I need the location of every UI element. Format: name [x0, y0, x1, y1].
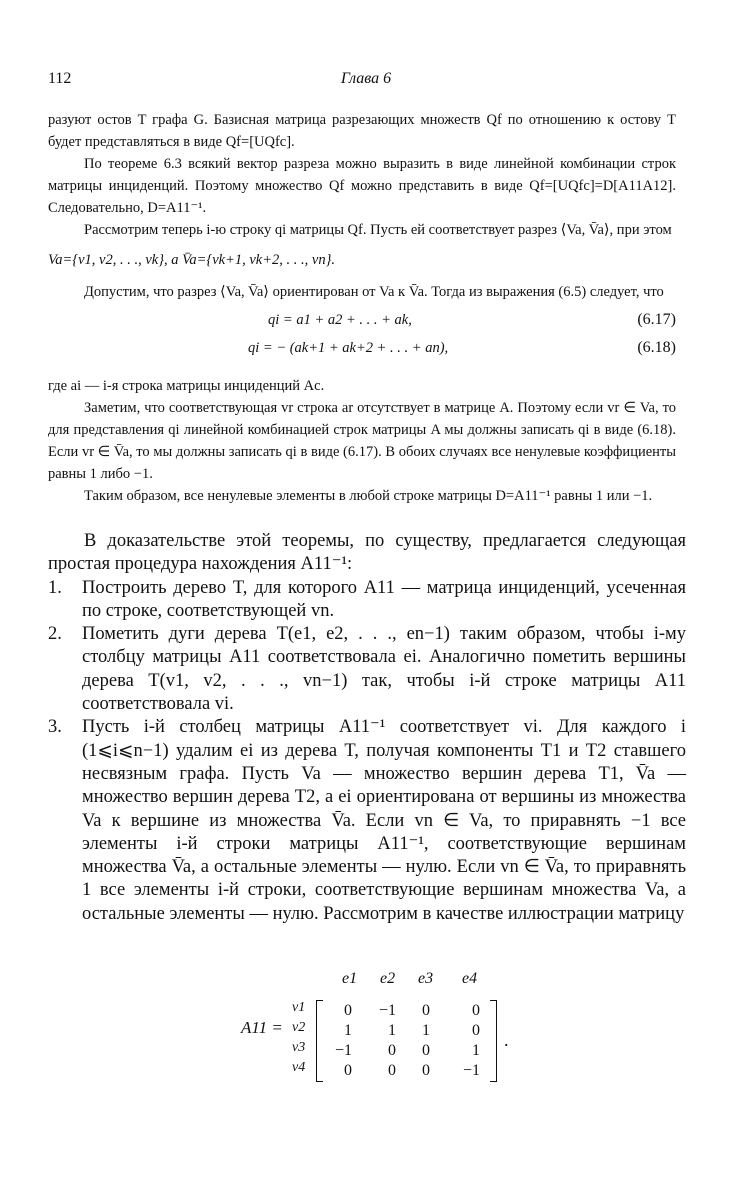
row-label: v3	[292, 1040, 306, 1055]
matrix-cell: 0	[344, 1002, 352, 1019]
matrix-cell: −1	[334, 1042, 352, 1059]
paragraph-6: где ai — i-я строка матрицы инциденций Ac.	[48, 378, 325, 394]
step-marker: 3.	[48, 717, 62, 738]
procedure-step-2	[48, 623, 686, 716]
matrix-cell: 0	[344, 1062, 352, 1079]
step-text: Пометить дуги дерева T(e1, e2, . . ., en−1) таким образом, чтобы i-му столбцу матрицы A11 соответствовала ei. Аналогично пометить вершины дерева T(v1, v2, . . ., vn−1) так, чтобы i-й строке матрицы A11 соответствовала vi.	[82, 624, 686, 715]
matrix-cell: 1	[388, 1022, 396, 1039]
matrix-cell: 0	[422, 1002, 430, 1019]
paragraph-2: По теореме 6.3 всякий вектор разреза можно выразить в виде линейной комбинации строк матрицы инциденций. Поэтому множество Qf можно представить в виде Qf=[UQfc]=D[A11A12]. Следовательно, D=A11⁻¹.	[48, 156, 676, 216]
column-header: e3	[418, 970, 434, 987]
matrix-cell: −1	[378, 1002, 396, 1019]
paragraph-7: Заметим, что соответствующая vr строка ar отсутствует в матрице A. Поэтому если vr ∈ Va, то для представления qi линейной комбинацией строк матрицы A мы должны записать qi в виде (6.18). Если vr ∈ V̄a, то мы должны записать qi в виде (6.17). В обоих случаях все ненулевые коэффициенты равны 1 либо −1.	[48, 400, 676, 482]
equation-6-17	[48, 309, 676, 331]
matrix-cell: 1	[472, 1042, 480, 1059]
incidence-matrix	[236, 970, 516, 1090]
paragraph-1: разуют остов T графа G. Базисная матрица разрезающих множеств Qf по отношению к остову T будет представляться в виде Qf=[UQfc].	[48, 112, 676, 150]
row-label: v2	[292, 1020, 306, 1035]
column-header: e2	[380, 970, 396, 987]
column-header: e1	[342, 970, 358, 987]
matrix-cell: 0	[422, 1042, 430, 1059]
small-text-block	[48, 109, 676, 507]
matrix-cell: 1	[344, 1022, 352, 1039]
matrix-cell: 0	[422, 1062, 430, 1079]
equation-formula: qi = − (ak+1 + ak+2 + . . . + an),	[248, 340, 449, 356]
step-text: Построить дерево T, для которого A11 — матрица инциденций, усеченная по строке, соответствующей vn.	[82, 577, 686, 621]
step-text: Пусть i-й столбец матрицы A11⁻¹ соответствует vi. Для каждого i (1⩽i⩽n−1) удалим ei из дерева T, получая компоненты T1 и T2 ставшего несвязным графа. Пусть Va — множество вершин дерева T1, V̄a — множество вершин дерева T2, а ei ориентирована от вершины из множества Va к вершине из множества V̄a. Если vn ∈ Va, то приравнять −1 все элементы i-й строки матрицы A11⁻¹, соответствующие вершинам множества V̄a, а остальные элементы — нулю. Если vn ∈ V̄a, то приравнять 1 все элементы i-й строки, соответствующие вершинам множества Va, а остальные элементы — нулю. Рассмотрим в качестве иллюстрации матрицу	[82, 717, 686, 924]
matrix-cell: 0	[472, 1022, 480, 1039]
large-text-block	[48, 530, 686, 926]
equation-formula: qi = a1 + a2 + . . . + ak,	[268, 312, 412, 328]
procedure-step-1	[48, 577, 686, 624]
equation-number: (6.17)	[637, 311, 676, 328]
right-bracket	[490, 1000, 497, 1082]
page-header	[48, 70, 684, 90]
paragraph-8: Таким образом, все ненулевые элементы в любой строке матрицы D=A11⁻¹ равны 1 или −1.	[84, 488, 653, 504]
chapter-title: Глава 6	[340, 70, 392, 87]
matrix-cell: 0	[472, 1002, 480, 1019]
column-header: e4	[462, 970, 478, 987]
paragraph-5: Допустим, что разрез ⟨Va, V̄a⟩ ориентирован от Va к V̄a. Тогда из выражения (6.5) следует, что	[84, 284, 664, 300]
equation-number: (6.18)	[637, 339, 676, 356]
paragraph-4: Va={v1, v2, . . ., vk}, а V̄a={vk+1, vk+2, . . ., vn}.	[48, 252, 336, 268]
procedure-intro: В доказательстве этой теоремы, по существу, предлагается следующая простая процедура нахождения A11⁻¹:	[48, 531, 686, 575]
matrix-cell: −1	[462, 1062, 480, 1079]
step-marker: 1.	[48, 577, 62, 598]
row-label: v4	[292, 1060, 306, 1075]
matrix-cell: 1	[422, 1022, 430, 1039]
matrix-end-mark: .	[504, 1030, 509, 1050]
paragraph-3: Рассмотрим теперь i-ю строку qi матрицы Qf. Пусть ей соответствует разрез ⟨Va, V̄a⟩, при этом	[84, 222, 672, 238]
matrix-cell: 0	[388, 1062, 396, 1079]
step-marker: 2.	[48, 624, 62, 645]
row-label: v1	[292, 1000, 306, 1015]
matrix-cell: 0	[388, 1042, 396, 1059]
equation-6-18	[48, 337, 676, 359]
page-number: 112	[48, 70, 72, 87]
procedure-step-3	[48, 716, 686, 926]
matrix-label: A11 =	[241, 1018, 283, 1037]
